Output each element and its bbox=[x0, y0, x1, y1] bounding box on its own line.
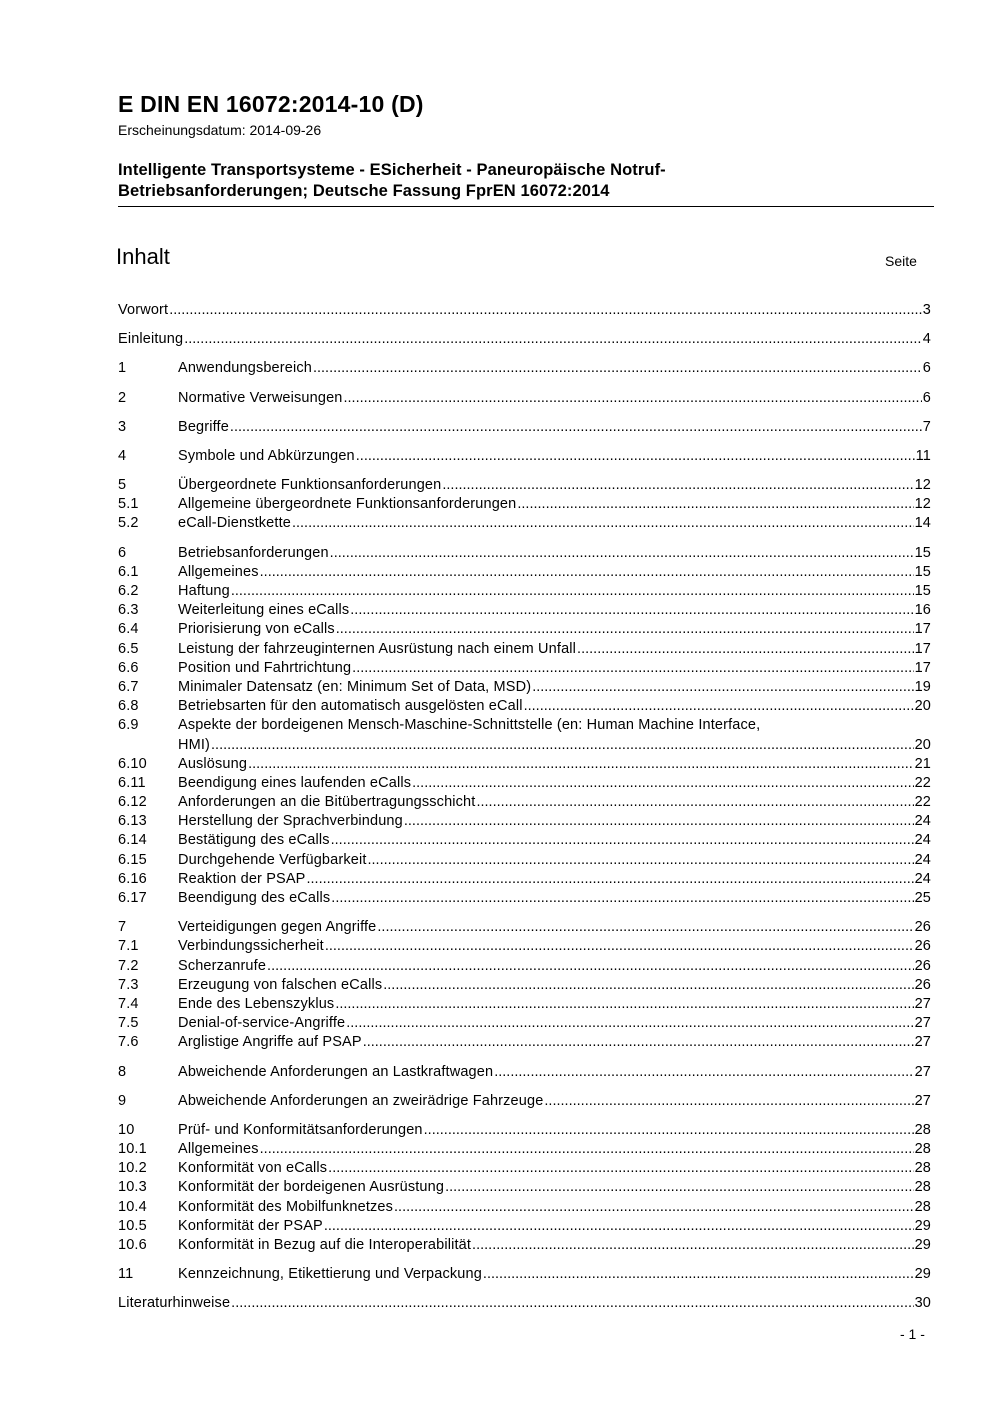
toc-entry[interactable] bbox=[118, 1236, 931, 1255]
toc-leader-dots bbox=[377, 918, 913, 937]
toc-entry[interactable] bbox=[118, 774, 931, 793]
toc-entry-page: 20 bbox=[914, 736, 931, 753]
toc-entry[interactable] bbox=[118, 1014, 931, 1033]
toc-leader-dots bbox=[267, 957, 914, 976]
toc-entry-title: Prüf- und Konformitätsanforderungen bbox=[178, 1121, 423, 1138]
toc-entry-number: 11 bbox=[118, 1266, 134, 1283]
toc-entry[interactable] bbox=[118, 1265, 931, 1284]
toc-entry-title: Durchgehende Verfügbarkeit bbox=[178, 851, 367, 868]
toc-entry-title: Haftung bbox=[178, 583, 230, 600]
toc-leader-dots bbox=[352, 659, 913, 678]
toc-entry[interactable] bbox=[118, 476, 931, 495]
toc-entry-title: Begriffe bbox=[178, 418, 229, 435]
toc-leader-dots bbox=[248, 755, 913, 774]
toc-entry[interactable] bbox=[118, 976, 931, 995]
toc-leader-dots bbox=[260, 1140, 914, 1159]
toc-leader-dots bbox=[494, 1063, 913, 1082]
toc-leader-dots bbox=[424, 1121, 914, 1140]
toc-entry[interactable] bbox=[118, 389, 931, 408]
toc-leader-dots bbox=[404, 812, 914, 831]
toc-entry-number: 10.4 bbox=[118, 1198, 147, 1215]
toc-entry[interactable] bbox=[118, 301, 931, 320]
toc-entry-number: 6 bbox=[118, 544, 127, 561]
toc-entry[interactable] bbox=[118, 1033, 931, 1052]
toc-entry-page: 22 bbox=[914, 794, 931, 811]
toc-entry-number: 6.17 bbox=[118, 890, 147, 907]
toc-entry[interactable] bbox=[118, 515, 931, 534]
toc-entry-number: 10 bbox=[118, 1121, 135, 1138]
toc-entry-title: Minimaler Datensatz (en: Minimum Set of Data, MSD) bbox=[178, 678, 532, 695]
toc-entry-page: 4 bbox=[922, 331, 931, 348]
toc-entry-number: 6.6 bbox=[118, 659, 139, 676]
toc-entry-page: 29 bbox=[914, 1237, 931, 1254]
toc-leader-dots bbox=[231, 1294, 913, 1313]
header-rule bbox=[118, 206, 934, 207]
toc-entry[interactable] bbox=[118, 793, 931, 812]
toc-entry[interactable] bbox=[118, 937, 931, 956]
toc-entry-page: 21 bbox=[914, 755, 931, 772]
toc-entry[interactable] bbox=[118, 330, 931, 349]
toc-entry[interactable] bbox=[118, 447, 931, 466]
toc-entry-page: 26 bbox=[914, 938, 931, 955]
toc-entry-title-continued: HMI) bbox=[178, 736, 211, 753]
toc-entry[interactable] bbox=[118, 1198, 931, 1217]
toc-leader-dots bbox=[445, 1178, 913, 1197]
toc-leader-dots bbox=[184, 330, 922, 349]
toc-leader-dots bbox=[335, 995, 913, 1014]
toc-entry-title: Normative Verweisungen bbox=[178, 389, 343, 406]
toc-leader-dots bbox=[577, 640, 914, 659]
toc-entry-page: 22 bbox=[914, 774, 931, 791]
toc-leader-dots bbox=[442, 476, 913, 495]
toc-entry[interactable] bbox=[118, 697, 931, 716]
toc-entry-number: 10.3 bbox=[118, 1179, 147, 1196]
toc-entry[interactable] bbox=[118, 640, 931, 659]
toc-leader-dots bbox=[532, 678, 913, 697]
toc-entry-page: 14 bbox=[914, 515, 931, 532]
toc-entry-number: 10.5 bbox=[118, 1217, 147, 1234]
toc-leader-dots bbox=[313, 359, 922, 378]
toc-entry-page: 3 bbox=[922, 301, 931, 318]
toc-leader-dots bbox=[394, 1198, 914, 1217]
toc-entry-title: Priorisierung von eCalls bbox=[178, 621, 335, 638]
toc-entry-number: 1 bbox=[118, 360, 127, 377]
toc-entry-number: 7.6 bbox=[118, 1034, 139, 1051]
toc-entry-number: 6.5 bbox=[118, 640, 139, 657]
toc-entry-title: Herstellung der Sprachverbindung bbox=[178, 813, 403, 830]
toc-entry-title: Konformität in Bezug auf die Interoperabilität bbox=[178, 1237, 472, 1254]
toc-entry[interactable] bbox=[118, 957, 931, 976]
toc-entry-number: 3 bbox=[118, 418, 127, 435]
toc-entry-page: 24 bbox=[914, 870, 931, 887]
toc-entry-page: 19 bbox=[914, 678, 931, 695]
toc-entry-number: 7.3 bbox=[118, 976, 139, 993]
toc-leader-dots bbox=[363, 1033, 914, 1052]
toc-entry-number: 6.4 bbox=[118, 621, 139, 638]
toc-entry[interactable] bbox=[118, 563, 931, 582]
publication-date: Erscheinungsdatum: 2014-09-26 bbox=[118, 122, 322, 138]
toc-entry-number: 7.1 bbox=[118, 938, 139, 955]
toc-entry-title: Bestätigung des eCalls bbox=[178, 832, 330, 849]
toc-entry-title: Anforderungen an die Bitübertragungsschicht bbox=[178, 794, 476, 811]
toc-entry-title: Verbindungssicherheit bbox=[178, 938, 324, 955]
toc-entry-number: 5.2 bbox=[118, 515, 139, 532]
toc-entry-continuation[interactable] bbox=[118, 736, 931, 755]
toc-entry-number: 7.4 bbox=[118, 995, 139, 1012]
toc-entry-title: Konformität der bordeigenen Ausrüstung bbox=[178, 1179, 445, 1196]
toc-entry-page: 16 bbox=[914, 602, 931, 619]
toc-entry-number: 6.11 bbox=[118, 774, 146, 791]
toc-entry-number: 10.2 bbox=[118, 1160, 147, 1177]
toc-entry-number: 6.14 bbox=[118, 832, 147, 849]
document-id: E DIN EN 16072:2014-10 (D) bbox=[118, 91, 424, 117]
toc-entry-page: 24 bbox=[914, 832, 931, 849]
toc-leader-dots bbox=[336, 620, 914, 639]
toc-entry-title: Abweichende Anforderungen an Lastkraftwagen bbox=[178, 1063, 494, 1080]
toc-leader-dots bbox=[346, 1014, 913, 1033]
toc-entry[interactable] bbox=[118, 1121, 931, 1140]
toc-leader-dots bbox=[472, 1236, 914, 1255]
toc-entry-page: 25 bbox=[914, 890, 931, 907]
toc-leader-dots bbox=[517, 495, 913, 514]
toc-entry-title: Konformität der PSAP bbox=[178, 1217, 323, 1234]
toc-leader-dots bbox=[230, 418, 922, 437]
toc-leader-dots bbox=[476, 793, 913, 812]
toc-entry[interactable] bbox=[118, 755, 931, 774]
table-of-contents bbox=[118, 301, 931, 1314]
toc-leader-dots bbox=[292, 514, 914, 533]
toc-entry-page: 26 bbox=[914, 919, 931, 936]
toc-entry-page: 28 bbox=[914, 1121, 931, 1138]
toc-leader-dots bbox=[330, 544, 914, 563]
toc-entry-number: 2 bbox=[118, 389, 127, 406]
toc-entry[interactable] bbox=[118, 659, 931, 678]
toc-entry-title: Scherzanrufe bbox=[178, 957, 267, 974]
toc-entry-title: Beendigung eines laufenden eCalls bbox=[178, 774, 412, 791]
toc-entry-title: Position und Fahrtrichtung bbox=[178, 659, 352, 676]
toc-entry-number: 7.5 bbox=[118, 1015, 139, 1032]
toc-leader-dots bbox=[331, 831, 914, 850]
toc-entry-page: 27 bbox=[914, 1092, 931, 1109]
toc-entry-title: Weiterleitung eines eCalls bbox=[178, 602, 350, 619]
toc-entry[interactable] bbox=[118, 918, 931, 937]
toc-entry-number: 6.1 bbox=[118, 563, 139, 580]
toc-entry-page: 15 bbox=[914, 563, 931, 580]
toc-entry[interactable] bbox=[118, 359, 931, 378]
toc-entry-page: 11 bbox=[915, 447, 931, 464]
toc-entry-number: 7.2 bbox=[118, 957, 139, 974]
toc-entry-title: Denial-of-service-Angriffe bbox=[178, 1015, 346, 1032]
toc-entry-page: 24 bbox=[914, 851, 931, 868]
toc-leader-dots bbox=[356, 447, 915, 466]
toc-leader-dots bbox=[383, 976, 913, 995]
toc-entry-page: 24 bbox=[914, 813, 931, 830]
toc-entry-title: Abweichende Anforderungen an zweirädrige Fahrzeuge bbox=[178, 1092, 544, 1109]
toc-leader-dots bbox=[350, 601, 913, 620]
toc-entry-title: Literaturhinweise bbox=[118, 1295, 231, 1312]
document-title bbox=[118, 160, 666, 202]
toc-entry-title: Auslösung bbox=[178, 755, 248, 772]
toc-entry-number: 6.10 bbox=[118, 755, 147, 772]
toc-entry-page: 15 bbox=[914, 583, 931, 600]
toc-entry[interactable] bbox=[118, 832, 931, 851]
toc-entry-page: 26 bbox=[914, 976, 931, 993]
toc-entry[interactable] bbox=[118, 1294, 931, 1313]
toc-entry-page: 15 bbox=[914, 544, 931, 561]
toc-entry-number: 8 bbox=[118, 1063, 127, 1080]
toc-entry-number: 6.8 bbox=[118, 698, 139, 715]
toc-entry[interactable] bbox=[118, 582, 931, 601]
toc-entry-title: Einleitung bbox=[118, 331, 184, 348]
toc-entry-title: Aspekte der bordeigenen Mensch-Maschine-Schnittstelle (en: Human Machine Interface, bbox=[178, 717, 761, 734]
toc-entry-number: 6.13 bbox=[118, 813, 147, 830]
toc-leader-dots bbox=[306, 870, 913, 889]
toc-entry-title: Allgemeine übergeordnete Funktionsanforderungen bbox=[178, 496, 517, 513]
toc-entry-title: Reaktion der PSAP bbox=[178, 870, 306, 887]
toc-entry[interactable] bbox=[118, 1140, 931, 1159]
page-column-label: Seite bbox=[885, 253, 917, 269]
toc-entry[interactable] bbox=[118, 1063, 931, 1082]
toc-entry[interactable] bbox=[118, 1159, 931, 1178]
toc-entry-title: Allgemeines bbox=[178, 1141, 259, 1158]
toc-entry[interactable] bbox=[118, 620, 931, 639]
toc-leader-dots bbox=[344, 389, 922, 408]
toc-entry-page: 27 bbox=[914, 1015, 931, 1032]
toc-entry-page: 29 bbox=[914, 1217, 931, 1234]
toc-leader-dots bbox=[544, 1092, 913, 1111]
toc-entry-number: 5 bbox=[118, 477, 127, 494]
toc-entry[interactable] bbox=[118, 1092, 931, 1111]
toc-entry-page: 27 bbox=[914, 1063, 931, 1080]
toc-entry-title: Leistung der fahrzeuginternen Ausrüstung nach einem Unfall bbox=[178, 640, 577, 657]
toc-leader-dots bbox=[331, 889, 913, 908]
toc-entry-title: Betriebsarten für den automatisch ausgelösten eCall bbox=[178, 698, 523, 715]
toc-entry-number: 5.1 bbox=[118, 496, 139, 513]
toc-entry-title: Konformität des Mobilfunknetzes bbox=[178, 1198, 394, 1215]
toc-entry-title: Symbole und Abkürzungen bbox=[178, 447, 355, 464]
toc-entry-title: Beendigung des eCalls bbox=[178, 890, 331, 907]
toc-entry-page: 17 bbox=[914, 621, 931, 638]
toc-entry-page: 27 bbox=[914, 1034, 931, 1051]
toc-entry[interactable] bbox=[118, 678, 931, 697]
toc-entry[interactable] bbox=[118, 889, 931, 908]
page-number: - 1 - bbox=[900, 1326, 925, 1342]
toc-entry-page: 17 bbox=[914, 659, 931, 676]
toc-entry-title: Arglistige Angriffe auf PSAP bbox=[178, 1034, 362, 1051]
toc-entry-page: 27 bbox=[914, 995, 931, 1012]
toc-entry-number: 6.7 bbox=[118, 678, 139, 695]
toc-entry-number: 6.3 bbox=[118, 602, 139, 619]
toc-entry-page: 29 bbox=[914, 1266, 931, 1283]
toc-leader-dots bbox=[169, 301, 922, 320]
toc-entry[interactable] bbox=[118, 870, 931, 889]
toc-entry-page: 6 bbox=[922, 389, 931, 406]
toc-entry-number: 6.12 bbox=[118, 794, 147, 811]
toc-entry-title: Kennzeichnung, Etikettierung und Verpackung bbox=[178, 1266, 482, 1283]
toc-entry-number: 6.15 bbox=[118, 851, 147, 868]
toc-entry-number: 6.16 bbox=[118, 870, 147, 887]
toc-entry[interactable] bbox=[118, 1217, 931, 1236]
toc-leader-dots bbox=[260, 563, 914, 582]
toc-entry-number: 10.6 bbox=[118, 1237, 147, 1254]
document-title-line-2: Betriebsanforderungen; Deutsche Fassung FprEN 16072:2014 bbox=[118, 182, 610, 200]
toc-entry-title: Ende des Lebenszyklus bbox=[178, 995, 335, 1012]
toc-entry[interactable] bbox=[118, 418, 931, 437]
toc-entry-title: Konformität von eCalls bbox=[178, 1160, 328, 1177]
toc-leader-dots bbox=[412, 774, 913, 793]
toc-entry-page: 12 bbox=[914, 496, 931, 513]
toc-entry-number: 10.1 bbox=[118, 1141, 147, 1158]
toc-entry-title: Übergeordnete Funktionsanforderungen bbox=[178, 477, 442, 494]
toc-entry-page: 26 bbox=[914, 957, 931, 974]
toc-entry[interactable] bbox=[118, 995, 931, 1014]
toc-leader-dots bbox=[211, 736, 914, 755]
toc-leader-dots bbox=[524, 697, 914, 716]
toc-entry-title: eCall-Dienstkette bbox=[178, 515, 291, 532]
toc-entry[interactable] bbox=[118, 601, 931, 620]
document-title-line-1: Intelligente Transportsysteme - ESicherheit - Paneuropäische Notruf- bbox=[118, 161, 666, 179]
toc-entry-title: Erzeugung von falschen eCalls bbox=[178, 976, 383, 993]
toc-entry-title: Verteidigungen gegen Angriffe bbox=[178, 919, 377, 936]
toc-entry-page: 17 bbox=[914, 640, 931, 657]
toc-entry[interactable] bbox=[118, 495, 931, 514]
toc-entry-page: 28 bbox=[914, 1141, 931, 1158]
toc-entry-page: 28 bbox=[914, 1160, 931, 1177]
toc-leader-dots bbox=[483, 1265, 914, 1284]
toc-entry-title: Allgemeines bbox=[178, 563, 259, 580]
toc-leader-dots bbox=[231, 582, 914, 601]
toc-entry-page: 12 bbox=[914, 477, 931, 494]
toc-entry-page: 20 bbox=[914, 698, 931, 715]
toc-entry[interactable] bbox=[118, 716, 931, 735]
toc-entry-number: 6.2 bbox=[118, 583, 139, 600]
toc-entry[interactable] bbox=[118, 851, 931, 870]
toc-entry-page: 28 bbox=[914, 1179, 931, 1196]
toc-entry[interactable] bbox=[118, 544, 931, 563]
toc-entry-number: 9 bbox=[118, 1092, 127, 1109]
toc-leader-dots bbox=[328, 1159, 913, 1178]
toc-entry-title: Anwendungsbereich bbox=[178, 360, 312, 377]
toc-leader-dots bbox=[324, 1217, 914, 1236]
toc-entry-number: 6.9 bbox=[118, 717, 139, 734]
toc-entry-title: Vorwort bbox=[118, 301, 169, 318]
toc-entry[interactable] bbox=[118, 812, 931, 831]
toc-entry-page: 7 bbox=[922, 418, 931, 435]
toc-heading: Inhalt bbox=[116, 244, 170, 269]
toc-entry-page: 28 bbox=[914, 1198, 931, 1215]
toc-entry-title: Betriebsanforderungen bbox=[178, 544, 329, 561]
toc-entry-page: 6 bbox=[922, 360, 931, 377]
toc-entry-page: 30 bbox=[914, 1295, 931, 1312]
toc-leader-dots bbox=[325, 937, 914, 956]
toc-entry[interactable] bbox=[118, 1179, 931, 1198]
toc-entry-number: 7 bbox=[118, 919, 127, 936]
toc-entry-number: 4 bbox=[118, 447, 127, 464]
toc-leader-dots bbox=[368, 851, 914, 870]
